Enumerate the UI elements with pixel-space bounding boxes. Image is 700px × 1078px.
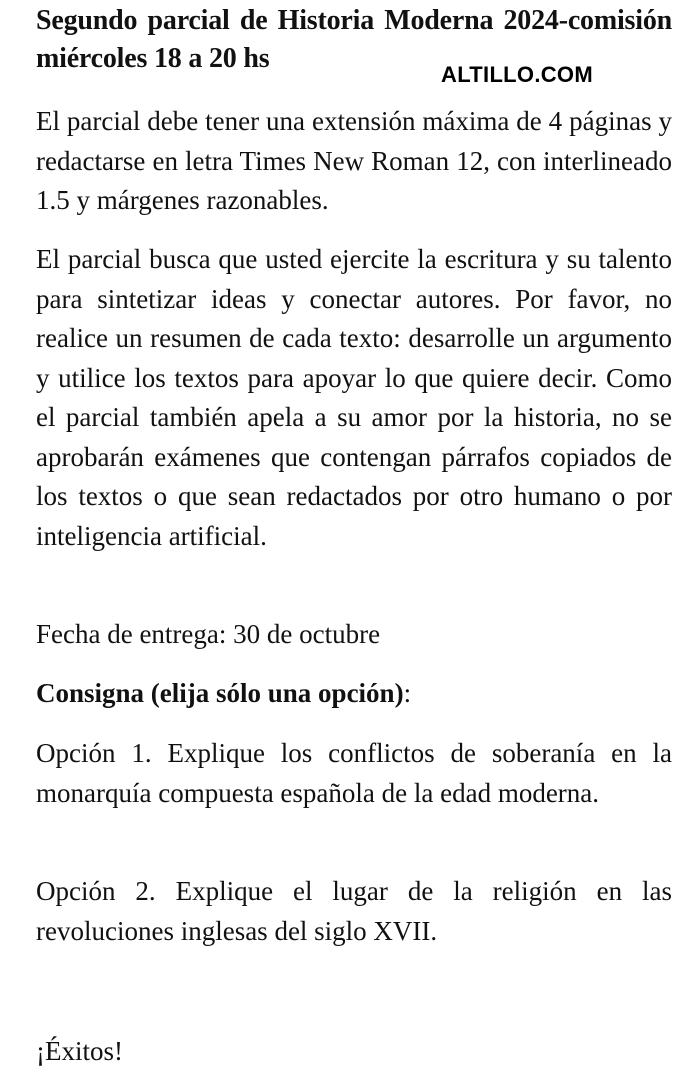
instructions-paragraph: El parcial busca que usted ejercite la escritura y su talento para sintetizar ideas y conectar autores. Por favor, no realice un resumen de cada texto: desarrolle un argumento y utilice los textos para apoyar lo que quiere decir. Como el parcial también apela a su amor por la historia, no se aprobarán exámenes que contengan párrafos copiados de los textos o que sean redactados por otro humano o por inteligencia artificial. — [36, 244, 672, 551]
document-title: Segundo parcial de Historia Moderna 2024-comisión miércoles 18 a 20 hs — [36, 5, 672, 74]
consigna-colon: : — [403, 678, 412, 708]
format-paragraph: El parcial debe tener una extensión máxima de 4 páginas y redactarse en letra Times New Roman 12, con interlineado 1.5 y márgenes razonables. — [36, 106, 672, 215]
option-1: Opción 1. Explique los conflictos de soberanía en la monarquía compuesta española de la edad moderna. — [36, 738, 672, 808]
due-date: Fecha de entrega: 30 de octubre — [36, 619, 381, 649]
closing-text: ¡Éxitos! — [36, 1036, 123, 1066]
consigna-heading — [36, 674, 672, 714]
consigna-heading-text: Consigna (elija sólo una opción) — [36, 678, 404, 708]
option-2: Opción 2. Explique el lugar de la religión en las revoluciones inglesas del siglo XVII. — [36, 876, 672, 946]
watermark-label: ALTILLO.COM — [441, 62, 593, 87]
